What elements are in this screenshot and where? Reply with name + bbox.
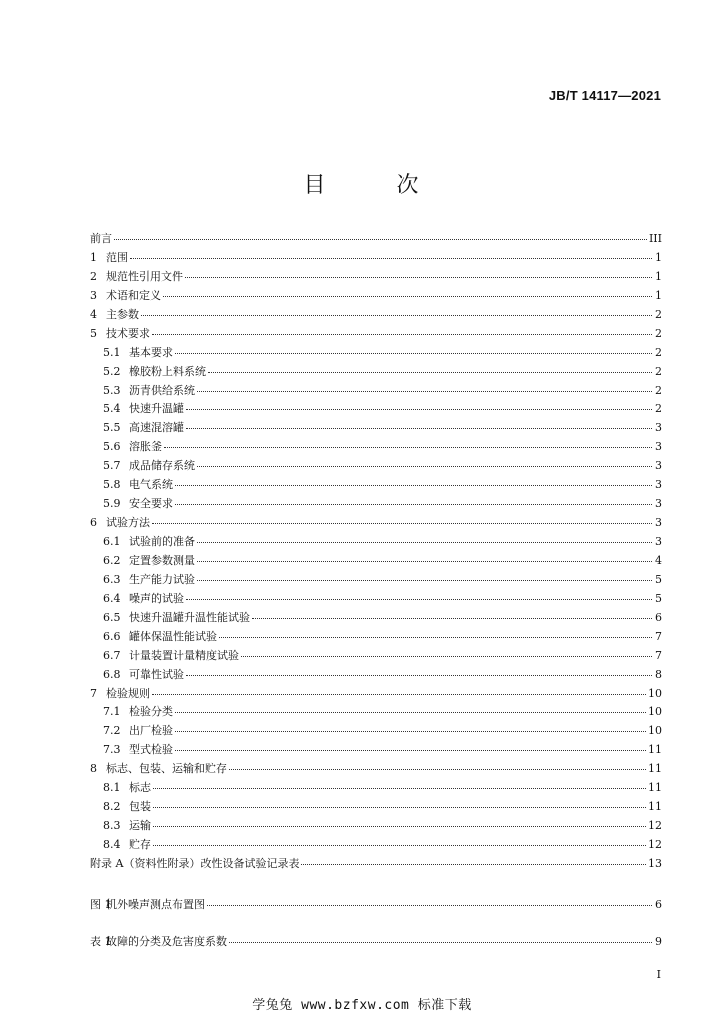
toc-entry-page: 3 xyxy=(655,421,662,435)
dot-leader xyxy=(130,257,652,259)
toc-entry-number: 3 xyxy=(90,288,97,302)
standard-number: JB/T 14117—2021 xyxy=(548,88,661,103)
toc-entry-label: 罐体保温性能试验 xyxy=(129,629,217,643)
toc-entry-number: 8.2 xyxy=(103,800,121,814)
toc-entry[interactable] xyxy=(90,703,662,722)
toc-entry-number: 6.6 xyxy=(103,629,121,643)
toc-entry-page: 10 xyxy=(648,724,662,738)
dot-leader xyxy=(186,674,652,676)
toc-entry[interactable] xyxy=(90,287,662,306)
toc-entry-label: 技术要求 xyxy=(106,326,150,340)
toc-entry-number: 8.1 xyxy=(103,781,121,795)
toc-entry[interactable] xyxy=(90,268,662,287)
toc-entry-label: 沥青供给系统 xyxy=(129,383,195,397)
toc-entry-page: 1 xyxy=(655,250,662,264)
toc-entry-label: 生产能力试验 xyxy=(129,572,195,586)
toc-entry[interactable] xyxy=(90,741,662,760)
toc-entry-number: 7 xyxy=(90,686,97,700)
toc-entry[interactable] xyxy=(90,590,662,609)
toc-entry-page: 2 xyxy=(655,383,662,397)
toc-entry-number: 6.4 xyxy=(103,591,121,605)
toc-entry[interactable] xyxy=(90,817,662,836)
toc-entry-number: 6 xyxy=(90,516,97,530)
toc-entry[interactable] xyxy=(90,855,662,874)
toc-entry-label: 溶胀釜 xyxy=(129,440,162,454)
toc-entry-page: 3 xyxy=(655,497,662,511)
toc-entry-number: 6.2 xyxy=(103,553,121,567)
dot-leader xyxy=(175,484,652,486)
toc-entry[interactable] xyxy=(90,896,662,915)
dot-leader xyxy=(229,941,652,943)
toc-entry-page: 10 xyxy=(648,705,662,719)
toc-entry-number: 4 xyxy=(90,307,97,321)
toc-entry[interactable] xyxy=(90,344,662,363)
toc-entry-number: 表 1 xyxy=(90,935,112,948)
toc-entry[interactable] xyxy=(90,495,662,514)
toc-entry-page: 13 xyxy=(648,856,662,870)
dot-leader xyxy=(164,446,652,448)
toc-entry-label: 术语和定义 xyxy=(106,288,161,302)
dot-leader xyxy=(114,238,647,240)
dot-leader xyxy=(153,806,646,808)
dot-leader xyxy=(141,314,652,316)
toc-entry-number: 8.3 xyxy=(103,819,121,833)
toc-entry-label: 计量装置计量精度试验 xyxy=(129,648,239,662)
dot-leader xyxy=(175,749,646,751)
toc-entry-page: 9 xyxy=(655,935,662,948)
toc-entry-label: 附录 A（资料性附录）改性设备试验记录表 xyxy=(90,856,300,870)
toc-entry[interactable] xyxy=(90,666,662,685)
toc-entry-number: 5.3 xyxy=(103,383,121,397)
toc-entry-number: 5.9 xyxy=(103,497,121,511)
toc-entry-page: 2 xyxy=(655,402,662,416)
toc-entry[interactable] xyxy=(90,514,662,533)
toc-entry-label: 主参数 xyxy=(106,307,139,321)
toc-entry[interactable] xyxy=(90,722,662,741)
dot-leader xyxy=(241,655,652,657)
toc-entry-number: 6.1 xyxy=(103,535,121,548)
toc-entry[interactable] xyxy=(90,609,662,628)
toc-entry-page: 3 xyxy=(655,459,662,473)
toc-entry-number: 5.6 xyxy=(103,440,121,454)
toc-entry-label: 试验前的准备 xyxy=(129,535,195,548)
toc-entry-number: 7.3 xyxy=(103,743,121,757)
toc-entry-number: 2 xyxy=(90,269,97,283)
toc-entry[interactable] xyxy=(90,325,662,344)
toc-entry-page: 12 xyxy=(648,819,662,833)
toc-entry-number: 5.5 xyxy=(103,421,121,435)
dot-leader xyxy=(219,636,652,638)
toc-entry-page: 1 xyxy=(655,288,662,302)
toc-entry-number: 6.8 xyxy=(103,667,121,681)
table-list xyxy=(90,933,662,952)
page-title: 目 次 xyxy=(303,173,451,198)
dot-leader xyxy=(252,617,652,619)
toc-entry-label: 规范性引用文件 xyxy=(106,269,183,283)
toc-entry-number: 5.7 xyxy=(103,459,121,473)
toc-entry-label: 噪声的试验 xyxy=(129,591,184,605)
toc-entry-page: 11 xyxy=(648,743,662,757)
toc-entry[interactable] xyxy=(90,400,662,419)
toc-entry[interactable] xyxy=(90,457,662,476)
toc-entry-label: 检验分类 xyxy=(129,705,173,719)
toc-entry-number: 5.1 xyxy=(103,345,121,359)
dot-leader xyxy=(175,730,646,732)
toc-entry-number: 5.8 xyxy=(103,478,121,492)
toc-entry-page: 3 xyxy=(655,478,662,492)
toc-entry-label: 型式检验 xyxy=(129,743,173,757)
dot-leader xyxy=(163,295,652,297)
toc-entry-label: 基本要求 xyxy=(129,345,173,359)
toc-entry-label: 快速升温罐升温性能试验 xyxy=(129,610,250,624)
toc-entry-label: 快速升温罐 xyxy=(129,402,184,416)
toc-entry-number: 图 1 xyxy=(90,898,112,911)
toc-entry[interactable] xyxy=(90,249,662,268)
toc-entry[interactable] xyxy=(90,571,662,590)
toc-entry-page: 2 xyxy=(655,345,662,359)
toc-entry-label: 检验规则 xyxy=(106,686,150,700)
toc-entry-page: 2 xyxy=(655,364,662,378)
toc-entry-page: III xyxy=(648,232,662,245)
toc-entry-page: 11 xyxy=(648,781,662,795)
toc-entry-label: 试验方法 xyxy=(106,516,150,530)
toc-entry-label: 定置参数测量 xyxy=(129,553,195,567)
toc-entry[interactable] xyxy=(90,306,662,325)
toc-entry-page: 3 xyxy=(655,440,662,454)
toc-entry-page: 4 xyxy=(655,553,662,567)
dot-leader xyxy=(152,522,652,524)
dot-leader xyxy=(186,427,652,429)
dot-leader xyxy=(152,333,652,335)
toc-entry-number: 6.7 xyxy=(103,648,121,662)
toc-entry-label: 标志、包装、运输和贮存 xyxy=(106,762,227,776)
toc-entry-label: 高速混溶罐 xyxy=(129,421,184,435)
figure-list xyxy=(90,896,662,915)
toc-entry[interactable] xyxy=(90,533,662,552)
toc-entry[interactable] xyxy=(90,798,662,817)
dot-leader xyxy=(153,844,646,846)
toc-entry-label: 出厂检验 xyxy=(129,724,173,738)
dot-leader xyxy=(153,825,646,827)
toc-entry-page: 2 xyxy=(655,307,662,321)
toc-entry-label: 范围 xyxy=(106,250,128,264)
dot-leader xyxy=(197,579,652,581)
dot-leader xyxy=(175,352,652,354)
toc-entry-label: 橡胶粉上料系统 xyxy=(129,364,206,378)
toc-entry-label: 前言 xyxy=(90,232,112,245)
toc-list xyxy=(90,230,662,874)
toc-entry-label: 安全要求 xyxy=(129,497,173,511)
toc-entry-number: 6.3 xyxy=(103,572,121,586)
toc-entry-number: 7.1 xyxy=(103,705,121,719)
dot-leader xyxy=(301,863,646,865)
footer-watermark: 学兔兔 www.bzfxw.com 标准下载 xyxy=(252,998,472,1013)
toc-entry-label: 成品储存系统 xyxy=(129,459,195,473)
toc-entry-page: 7 xyxy=(655,629,662,643)
page-number: I xyxy=(656,968,661,981)
toc-entry-page: 3 xyxy=(655,535,662,548)
dot-leader xyxy=(186,598,652,600)
dot-leader xyxy=(229,768,646,770)
toc-entry-label: 可靠性试验 xyxy=(129,667,184,681)
toc-entry-number: 5 xyxy=(90,326,97,340)
dot-leader xyxy=(153,787,646,789)
toc-entry-page: 5 xyxy=(655,572,662,586)
dot-leader xyxy=(152,693,646,695)
toc-entry[interactable] xyxy=(90,779,662,798)
toc-entry-page: 2 xyxy=(655,326,662,340)
toc-entry-page: 11 xyxy=(648,800,662,814)
dot-leader xyxy=(175,503,652,505)
toc-entry-number: 1 xyxy=(90,250,97,264)
toc-entry-label: 机外噪声测点布置图 xyxy=(106,898,205,911)
dot-leader xyxy=(197,560,652,562)
dot-leader xyxy=(208,371,652,373)
toc-entry-page: 12 xyxy=(648,838,662,851)
toc-entry-page: 3 xyxy=(655,516,662,530)
toc-entry[interactable] xyxy=(90,685,662,704)
toc-entry[interactable] xyxy=(90,438,662,457)
toc-entry-label: 包装 xyxy=(129,800,151,814)
toc-entry-page: 11 xyxy=(648,762,662,776)
toc-entry[interactable] xyxy=(90,628,662,647)
toc-entry-label: 标志 xyxy=(129,781,151,795)
toc-entry-page: 10 xyxy=(648,686,662,700)
dot-leader xyxy=(197,465,652,467)
toc-entry[interactable] xyxy=(90,363,662,382)
dot-leader xyxy=(197,541,652,543)
dot-leader xyxy=(207,904,652,906)
toc-entry[interactable] xyxy=(90,419,662,438)
toc-entry-number: 8 xyxy=(90,762,97,776)
toc-entry[interactable] xyxy=(90,647,662,666)
dot-leader xyxy=(186,408,652,410)
toc-entry-page: 8 xyxy=(655,667,662,681)
dot-leader xyxy=(175,711,646,713)
toc-entry-page: 7 xyxy=(655,648,662,662)
toc-entry-page: 6 xyxy=(655,610,662,624)
toc-entry-number: 6.5 xyxy=(103,610,121,624)
toc-entry[interactable] xyxy=(90,382,662,401)
toc-entry-number: 5.4 xyxy=(103,402,121,416)
toc-entry-label: 运输 xyxy=(129,819,151,833)
dot-leader xyxy=(185,276,652,278)
toc-entry[interactable] xyxy=(90,230,662,249)
toc-entry-page: 5 xyxy=(655,591,662,605)
toc-entry-number: 7.2 xyxy=(103,724,121,738)
dot-leader xyxy=(197,390,652,392)
toc-entry[interactable] xyxy=(90,476,662,495)
toc-entry[interactable] xyxy=(90,760,662,779)
toc-entry-number: 5.2 xyxy=(103,364,121,378)
toc-entry-label: 电气系统 xyxy=(129,478,173,492)
toc-entry-page: 6 xyxy=(655,898,662,911)
toc-entry-label: 故障的分类及危害度系数 xyxy=(106,935,227,948)
toc-entry[interactable] xyxy=(90,933,662,952)
toc-entry-page: 1 xyxy=(655,269,662,283)
toc-entry-label: 贮存 xyxy=(129,838,151,851)
toc-entry[interactable] xyxy=(90,552,662,571)
toc-entry-number: 8.4 xyxy=(103,838,121,851)
toc-entry[interactable] xyxy=(90,836,662,855)
